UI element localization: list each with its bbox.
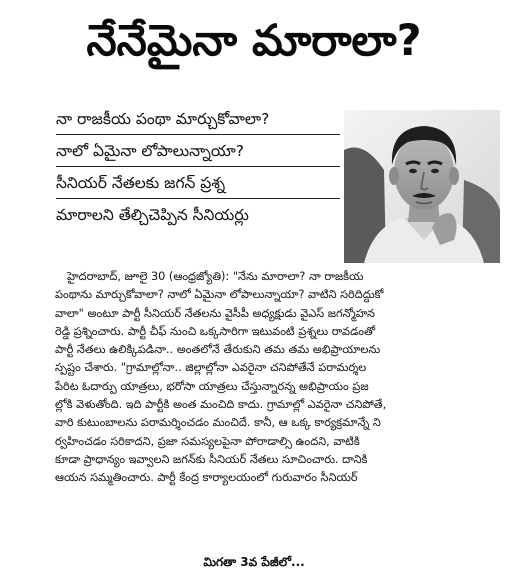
article-line: పేరిట ఓదార్పు యాత్రలు, భరోసా యాత్రలు చేస్తున్నారన్న అభిప్రాయం ప్రజ: [55, 379, 369, 393]
article-line: హైదరాబాద్, జూలై 30 (ఆంధ్రజ్యోతి): "నేను మారాలా? నా రాజకీయ: [67, 270, 364, 283]
portrait-photo: [344, 110, 500, 263]
subhead-4: మారాలని తేల్చిచెప్పిన సీనియర్లు: [56, 206, 249, 224]
subhead-1: నా రాజకీయ పంథా మార్చుకోవాలా?: [56, 110, 270, 128]
portrait-image: [344, 110, 500, 263]
article-line: ర్వహించడం సరికాదని, ప్రజా సమస్యలపైనా పోరాడాల్సి ఉందని, వాటికి: [55, 434, 360, 448]
article-line: స్పష్టం చేశారు. "గ్రామాల్లోనా.. జిల్లాల్లోనా ఎవరైనా చనిపోతేనే పరామర్శల: [55, 361, 367, 375]
headline: నేనేమైనా మారాలా?: [86, 16, 422, 66]
article-line: కూడా ప్రాధాన్యం ఇవ్వాలని జగన్‌కు సీనియర్ నేతలు సూచించారు. దానికి: [55, 452, 368, 466]
subheads-block: [56, 103, 340, 230]
article-line: వాలా" అంటూ పార్టీ సీనియర్ నేతలను వైసీపీ అధ్యక్షుడు వైఎస్ జగన్మోహన: [55, 306, 375, 320]
continued-on-page-3: మిగతా 3వ పేజీలో...: [203, 555, 305, 569]
article-line: పంథాను మార్చుకోవాలా? నాలో ఏమైనా లోపాలున్నాయా? వాటిని సరిదిద్దుకో: [55, 288, 384, 302]
article-line: పార్టీ నేతలు ఉలిక్కిపడినా.. అంతలోనే తేరుకుని తమ తమ అభిప్రాయాలను: [55, 343, 381, 357]
article-body: [55, 268, 500, 488]
article-line: వారి కుటుంబాలను పరామర్శించడం మంచిదే. కానీ, ఆ ఒక్క కార్యక్రమాన్నే ని: [55, 416, 381, 430]
article-line: ల్లోకి వెళుతోంది. ఇది పార్టీకి అంత మంచిది కాదు. గ్రామాల్లో ఎవరైనా చనిపోతే,: [55, 398, 387, 412]
article-line: రెడ్డి ప్రశ్నించారు. పార్టీ చీఫ్ నుంచి ఒక్కసారిగా ఇటువంటి ప్రశ్నలు రావడంతో: [55, 324, 376, 338]
subhead-2: నాలో ఏమైనా లోపాలున్నాయా?: [56, 142, 245, 160]
article-line: ఆయన సమ్మతించారు. పార్టీ కేంద్ర కార్యాలయంలో గురువారం సీనియర్: [55, 471, 358, 485]
subhead-3: సీనియర్ నేతలకు జగన్ ప్రశ్న: [56, 174, 226, 192]
